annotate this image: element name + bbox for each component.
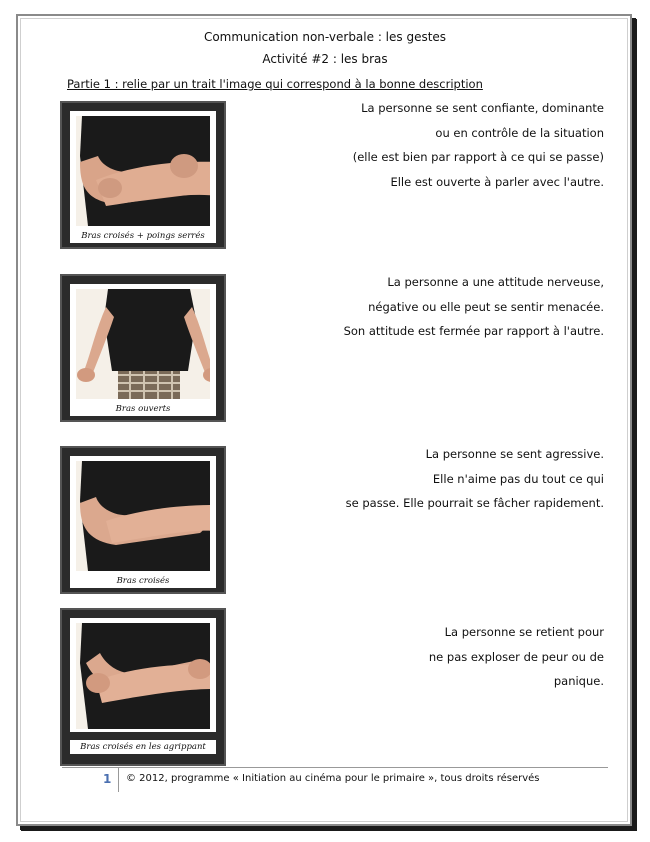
description-4 bbox=[429, 620, 604, 694]
description-line: ne pas exploser de peur ou de bbox=[428, 649, 604, 664]
photo-caption: Bras croisés en les agrippant bbox=[70, 740, 216, 754]
footer-divider bbox=[62, 767, 608, 768]
activity-title: Activité #2 : les bras bbox=[262, 52, 388, 66]
photo-caption: Bras croisés + poings serrés bbox=[70, 229, 216, 243]
arms-crossed-image bbox=[76, 461, 210, 571]
description-line: La personne se sent agressive. bbox=[425, 447, 604, 461]
description-line: se passe. Elle pourrait se fâcher rapidement. bbox=[345, 496, 604, 510]
photo-arms-crossed-gripping bbox=[60, 608, 226, 766]
description-line: La personne a une attitude nerveuse, bbox=[387, 275, 604, 289]
description-3 bbox=[346, 442, 604, 516]
photo-arms-crossed bbox=[60, 446, 226, 594]
description-line: Elle est ouverte à parler avec l'autre. bbox=[390, 174, 604, 189]
description-line: panique. bbox=[553, 674, 604, 688]
description-line: (elle est bien par rapport à ce qui se passe) bbox=[352, 150, 604, 164]
photo-caption: Bras croisés bbox=[70, 574, 216, 588]
photo-arms-open bbox=[60, 274, 226, 422]
copyright-text: © 2012, programme « Initiation au cinéma pour le primaire », tous droits réservés bbox=[126, 773, 540, 784]
document-title: Communication non-verbale : les gestes bbox=[203, 30, 447, 44]
description-line: La personne se sent confiante, dominante bbox=[361, 101, 604, 115]
arms-crossed-fists-image bbox=[76, 116, 210, 226]
description-line: La personne se retient pour bbox=[444, 625, 604, 639]
description-2 bbox=[344, 270, 604, 344]
footer-separator bbox=[118, 768, 119, 792]
photo-arms-crossed-fists bbox=[60, 101, 226, 249]
instruction-text: Partie 1 : relie par un trait l'image qui correspond à la bonne description bbox=[67, 77, 483, 91]
description-1 bbox=[353, 96, 604, 194]
description-line: Son attitude est fermée par rapport à l'autre. bbox=[343, 324, 604, 338]
arms-open-image bbox=[76, 289, 210, 399]
photo-caption: Bras ouverts bbox=[70, 402, 216, 416]
arms-crossed-gripping-image bbox=[76, 623, 210, 729]
description-line: ou en contrôle de la situation bbox=[435, 125, 604, 140]
page-number: 1 bbox=[103, 772, 112, 786]
description-line: négative ou elle peut se sentir menacée. bbox=[368, 299, 604, 314]
description-line: Elle n'aime pas du tout ce qui bbox=[432, 471, 604, 486]
